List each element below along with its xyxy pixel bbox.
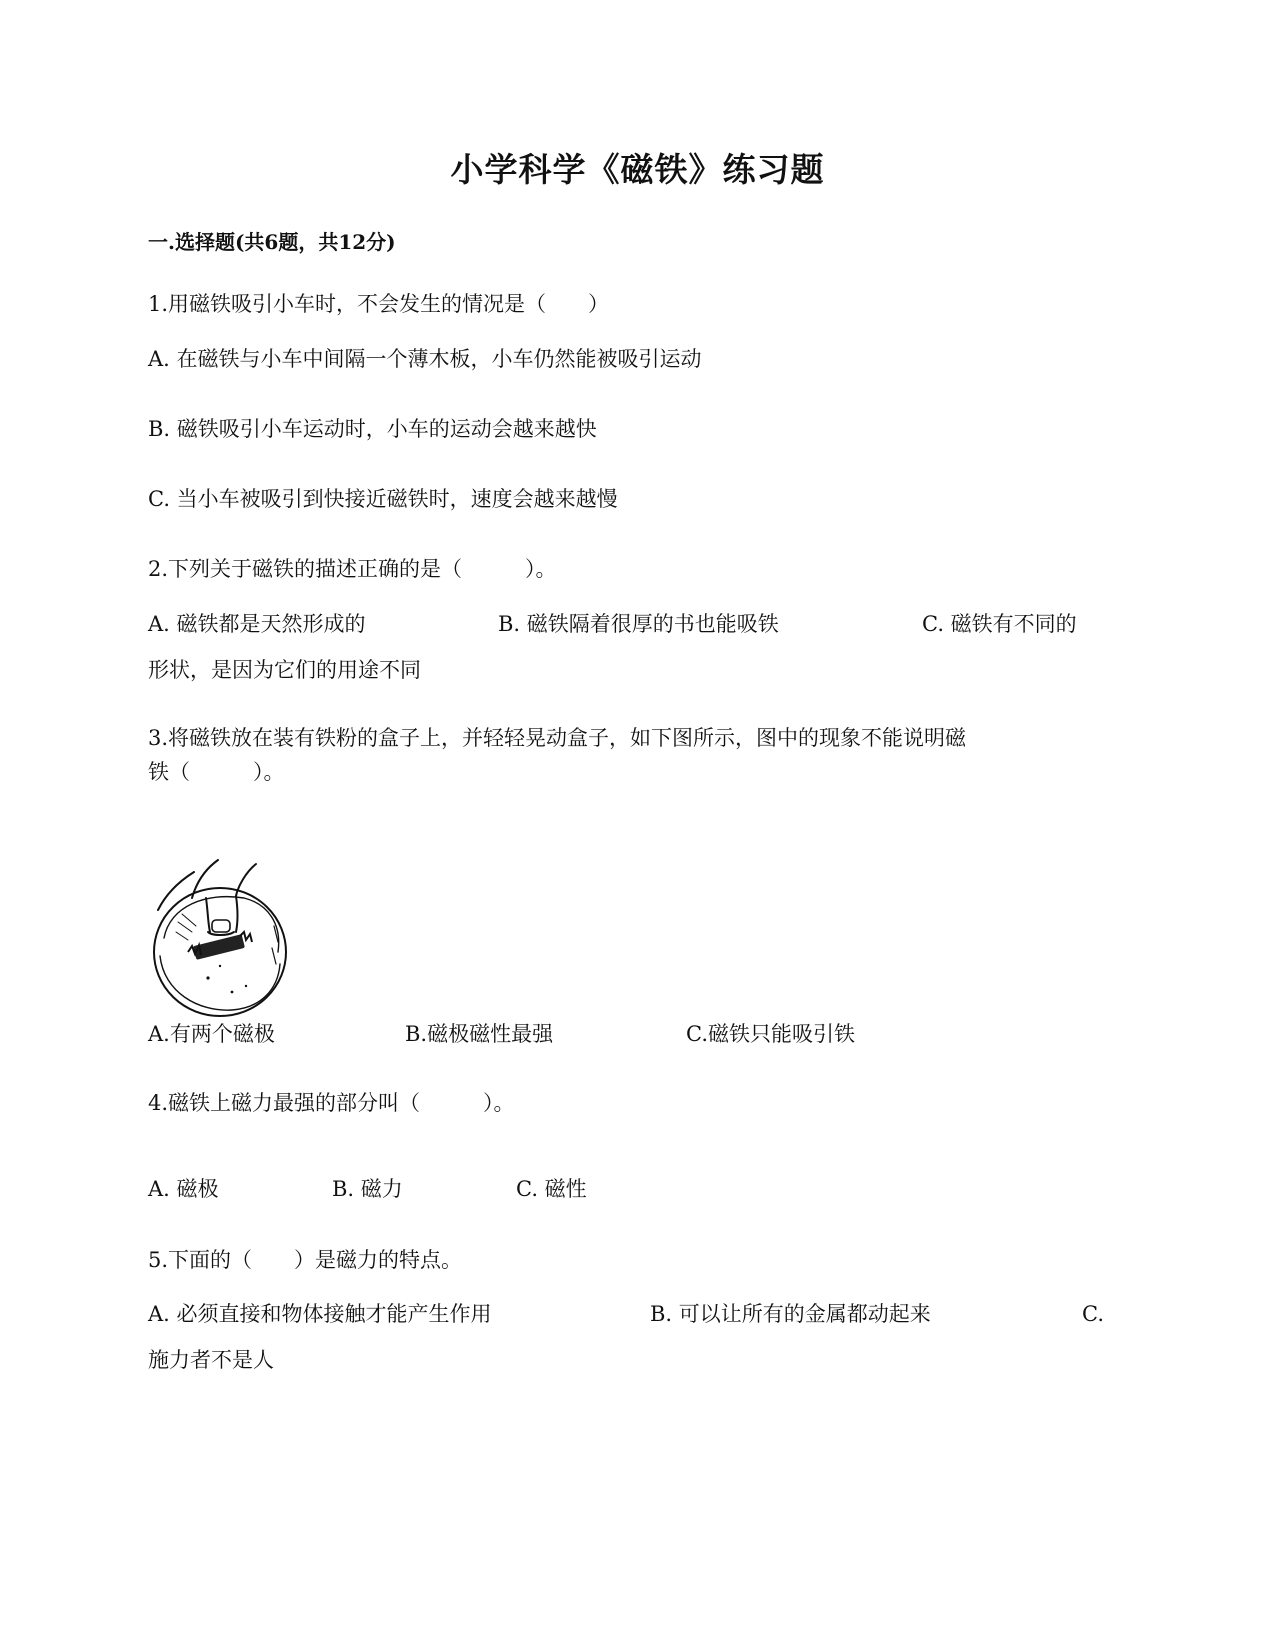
question-3-stem-line-2: 铁（ ）。 bbox=[148, 760, 285, 784]
question-2-option-c-continued: 形状，是因为它们的用途不同 bbox=[148, 658, 421, 682]
question-3-option-b: B.磁极磁性最强 bbox=[405, 1022, 554, 1046]
question-1-stem: 1.用磁铁吸引小车时，不会发生的情况是（ ） bbox=[148, 292, 610, 316]
question-5-option-a: A. 必须直接和物体接触才能产生作用 bbox=[148, 1302, 492, 1326]
question-1-option-b: B. 磁铁吸引小车运动时，小车的运动会越来越快 bbox=[148, 417, 597, 441]
question-5-stem: 5.下面的（ ）是磁力的特点。 bbox=[148, 1248, 463, 1272]
section-heading: 一.选择题(共6题，共12分) bbox=[148, 230, 396, 254]
question-2-stem: 2.下列关于磁铁的描述正确的是（ ）。 bbox=[148, 557, 557, 581]
question-5-option-c: C. bbox=[1082, 1302, 1104, 1326]
question-4-option-c: C. 磁性 bbox=[516, 1177, 587, 1201]
page-title: 小学科学《磁铁》练习题 bbox=[450, 150, 825, 189]
question-4-option-a: A. 磁极 bbox=[148, 1177, 219, 1201]
question-5-option-b: B. 可以让所有的金属都动起来 bbox=[650, 1302, 931, 1326]
question-4-stem: 4.磁铁上磁力最强的部分叫（ ）。 bbox=[148, 1091, 515, 1115]
question-5-option-c-continued: 施力者不是人 bbox=[148, 1348, 274, 1372]
question-3-option-a: A.有两个磁极 bbox=[148, 1022, 275, 1046]
question-4-option-b: B. 磁力 bbox=[332, 1177, 403, 1201]
question-2-option-a: A. 磁铁都是天然形成的 bbox=[148, 612, 366, 636]
question-3-stem-line-1: 3.将磁铁放在装有铁粉的盒子上，并轻轻晃动盒子，如下图所示，图中的现象不能说明磁 bbox=[148, 726, 967, 750]
question-2-option-b: B. 磁铁隔着很厚的书也能吸铁 bbox=[498, 612, 779, 636]
question-2-option-c: C. 磁铁有不同的 bbox=[922, 612, 1077, 636]
magnet-iron-filings-illustration bbox=[148, 852, 296, 1022]
question-1-option-a: A. 在磁铁与小车中间隔一个薄木板，小车仍然能被吸引运动 bbox=[148, 347, 702, 371]
question-3-option-c: C.磁铁只能吸引铁 bbox=[686, 1022, 855, 1046]
question-1-option-c: C. 当小车被吸引到快接近磁铁时，速度会越来越慢 bbox=[148, 487, 618, 511]
